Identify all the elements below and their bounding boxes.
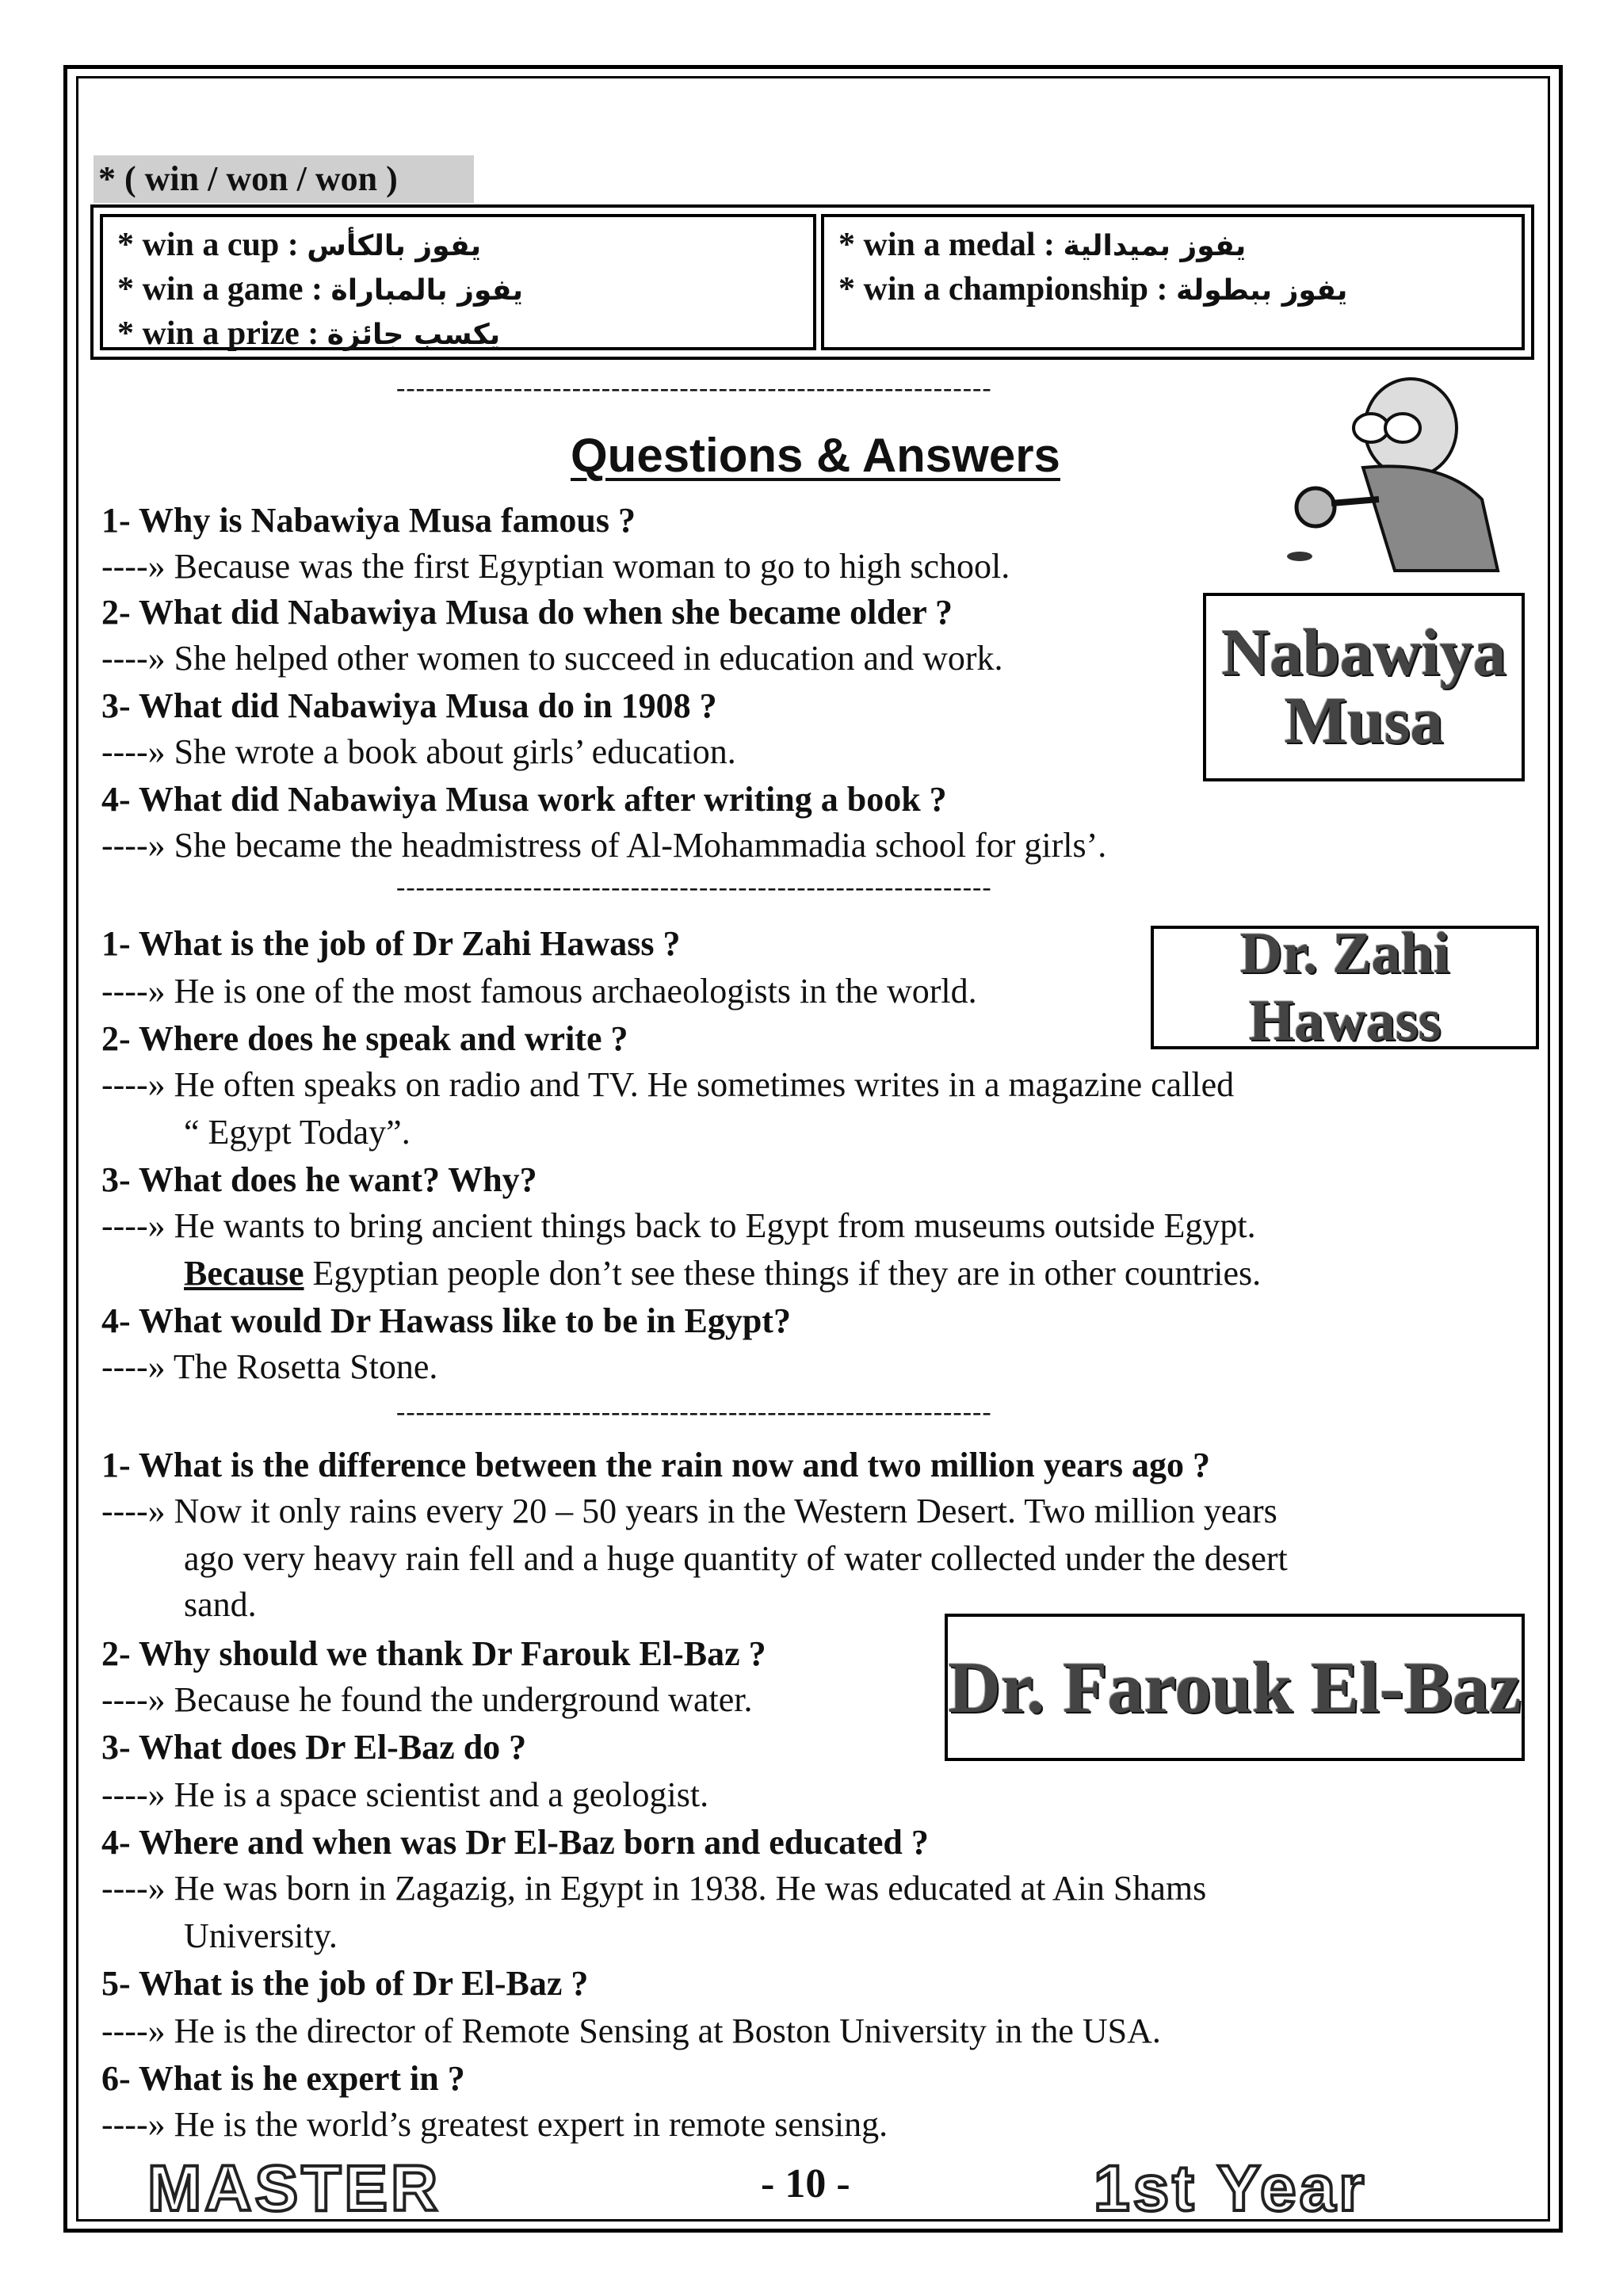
answer-continued: University. (184, 1916, 338, 1955)
cartoon-man-magnifier-illustration (1244, 372, 1537, 586)
vocab-item: * win a medal : يفوز بميدالية (838, 227, 1247, 263)
separator: ------------------------------------------------------------- (396, 1397, 992, 1427)
separator: ------------------------------------------------------------- (396, 373, 992, 403)
vocab-item: * win a game : يفوز بالمباراة (117, 271, 523, 308)
answer-continued: Because Egyptian people don’t see these things if they are in other countries. (184, 1254, 1262, 1293)
vocab-item: * win a prize : يكسب جائزة (117, 315, 501, 352)
vocab-heading: * ( win / won / won ) (94, 155, 474, 203)
question: 4- What did Nabawiya Musa work after writing a book ? (101, 780, 947, 819)
answer: ----» He wants to bring ancient things back to Egypt from museums outside Egypt. (101, 1206, 1256, 1245)
question: 3- What does Dr El-Baz do ? (101, 1728, 527, 1767)
question: 4- Where and when was Dr El-Baz born and educated ? (101, 1823, 929, 1862)
question: 1- What is the difference between the rain now and two million years ago ? (101, 1446, 1210, 1484)
answer: ----» He often speaks on radio and TV. He sometimes writes in a magazine called (101, 1065, 1235, 1104)
answer: ----» She became the headmistress of Al-Mohammadia school for girls’. (101, 826, 1107, 865)
name-box-nabawiya-musa: Nabawiya Musa (1203, 593, 1525, 781)
question: 1- Why is Nabawiya Musa famous ? (101, 501, 636, 540)
answer-continued: “ Egypt Today”. (184, 1113, 411, 1152)
answer: ----» He is the world’s greatest expert in remote sensing. (101, 2105, 888, 2144)
answer: ----» She helped other women to succeed in education and work. (101, 639, 1003, 678)
question: 3- What did Nabawiya Musa do in 1908 ? (101, 686, 717, 725)
vocab-cell-left (100, 214, 816, 350)
question: 6- What is he expert in ? (101, 2059, 465, 2098)
page-title: Questions & Answers (571, 429, 1060, 482)
answer: ----» She wrote a book about girls’ education. (101, 732, 736, 771)
name-box-zahi-hawass: Dr. Zahi Hawass (1151, 926, 1539, 1049)
answer: ----» The Rosetta Stone. (101, 1347, 438, 1386)
question: 1- What is the job of Dr Zahi Hawass ? (101, 924, 681, 963)
answer: ----» Now it only rains every 20 – 50 years in the Western Desert. Two million years (101, 1492, 1277, 1530)
answer-continued: sand. (184, 1585, 257, 1624)
vocab-item: * win a cup : يفوز بالكأس (117, 227, 482, 263)
vocab-item: * win a championship : يفوز ببطولة (838, 271, 1348, 308)
answer: ----» He was born in Zagazig, in Egypt in 1938. He was educated at Ain Shams (101, 1869, 1207, 1908)
question: 2- Where does he speak and write ? (101, 1019, 628, 1058)
question: 2- Why should we thank Dr Farouk El-Baz ? (101, 1634, 766, 1673)
answer: ----» He is one of the most famous archaeologists in the world. (101, 972, 977, 1010)
page-number: - 10 - (761, 2161, 850, 2206)
answer-continued: ago very heavy rain fell and a huge quantity of water collected under the desert (184, 1539, 1288, 1578)
answer: ----» He is the director of Remote Sensing at Boston University in the USA. (101, 2011, 1161, 2050)
answer: ----» He is a space scientist and a geologist. (101, 1775, 709, 1814)
question: 4- What would Dr Hawass like to be in Egypt? (101, 1301, 791, 1340)
footer-year-label: 1st Year (1094, 2153, 1368, 2225)
vocab-cell-right (821, 214, 1525, 350)
question: 3- What does he want? Why? (101, 1160, 537, 1199)
vocab-table (90, 204, 1534, 360)
answer: ----» Because was the first Egyptian woman to go to high school. (101, 547, 1010, 586)
question: 2- What did Nabawiya Musa do when she became older ? (101, 593, 953, 632)
name-box-farouk-el-baz: Dr. Farouk El-Baz (945, 1614, 1525, 1761)
question: 5- What is the job of Dr El-Baz ? (101, 1964, 589, 2003)
footer-master-label: MASTER (147, 2153, 441, 2225)
answer: ----» Because he found the underground water. (101, 1680, 753, 1719)
separator: ------------------------------------------------------------- (396, 873, 992, 902)
